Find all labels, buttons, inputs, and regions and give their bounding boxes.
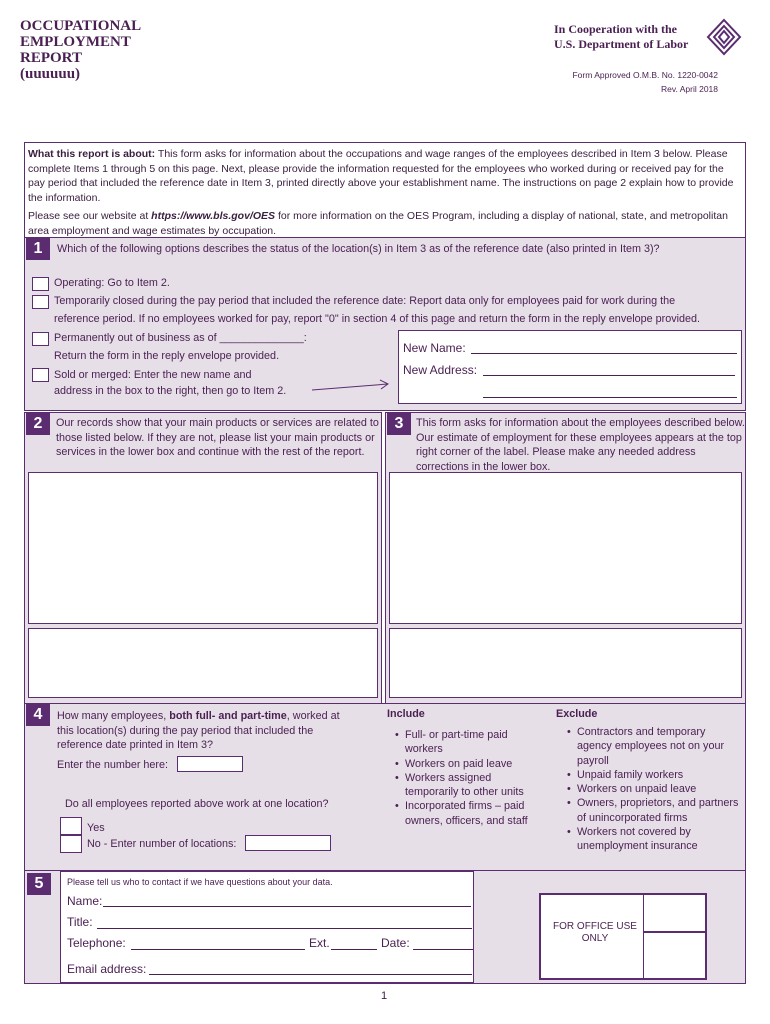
enter-number-label: Enter the number here: [57, 759, 169, 771]
page-number: 1 [381, 990, 388, 1002]
title-line-4: (uuuuuu) [20, 66, 81, 82]
office-use-label: FOR OFFICE USE ONLY [553, 921, 637, 944]
operating-label: Operating: Go to Item 2. [54, 277, 170, 289]
item-4-question-pre: How many employees, [57, 710, 170, 722]
contact-box [60, 871, 474, 983]
item-4-question-post: , worked at this location(s) during the pay period that included the reference date printed in Item 3? [57, 710, 340, 751]
new-name-label: New Name: [403, 341, 466, 355]
cooperation-note [554, 22, 688, 52]
title-line-3: REPORT [20, 50, 82, 66]
temporarily-closed-checkbox[interactable] [32, 295, 49, 309]
item-4-question [57, 709, 357, 753]
exclude-item: • Workers not covered by unemployment insurance [567, 825, 743, 854]
include-heading: Include [387, 708, 425, 720]
date-label: Date: [381, 936, 410, 950]
one-location-question: Do all employees reported above work at one location? [65, 798, 329, 810]
exclude-item: • Owners, proprietors, and partners of unincorporated firms [567, 796, 743, 825]
include-item: • Workers on paid leave [395, 757, 545, 771]
include-item: • Workers assigned temporarily to other units [395, 771, 545, 800]
return-form-label: Return the form in the reply envelope provided. [54, 350, 280, 362]
temporarily-closed-label-2: reference period. If no employees worked for pay, report "0" in section 4 of this page and return the form in the reply envelope provided. [54, 313, 701, 325]
out-of-business-label: Permanently out of business as of ______________: [54, 332, 307, 344]
new-name-address-box [398, 330, 742, 404]
sold-merged-label-2: address in the box to the right, then go to Item 2. [54, 385, 287, 397]
contact-title-field[interactable] [97, 928, 472, 929]
cooperation-line-2: U.S. Department of Labor [554, 37, 689, 51]
website-text-pre: Please see our website at [28, 210, 152, 222]
contact-prompt: Please tell us who to contact if we have questions about your data. [67, 877, 333, 887]
products-services-correction-box[interactable] [28, 628, 378, 698]
exclude-item: • Unpaid family workers [567, 768, 743, 782]
out-of-business-checkbox[interactable] [32, 332, 49, 346]
item-2-number: 2 [26, 413, 50, 435]
include-item: • Full- or part-time paid workers [395, 728, 545, 757]
new-address-label: New Address: [403, 363, 478, 377]
website-text-post: for more information on the OES Program, including a display of national, state, and metropolitan area employment and wage estimates by occupation. [28, 210, 728, 237]
arrow-right-icon [310, 378, 394, 394]
email-field[interactable] [149, 974, 472, 975]
yes-checkbox[interactable] [60, 817, 82, 835]
address-correction-box[interactable] [389, 628, 742, 698]
sold-merged-checkbox[interactable] [32, 368, 49, 382]
intro-box [24, 142, 746, 238]
item-1-question: Which of the following options describes the status of the location(s) in Item 3 as of the reference date (also printed in Item 3)? [57, 243, 660, 255]
intro-text: This form asks for information about the occupations and wage ranges of the employees described in Item 3 below. Please complete Items 1 through 5 on this page. Next, please provide the information requested for the employees who worked during or received pay for the pay period that included the reference date in Item 3, printed directly above your establishment name. The instructions on page 2 explain how to provide the information. [28, 148, 734, 204]
email-label: Email address: [67, 962, 147, 976]
exclude-item: • Workers on unpaid leave [567, 782, 743, 796]
exclude-heading: Exclude [556, 708, 598, 720]
telephone-field[interactable] [131, 949, 305, 950]
office-use-divider [643, 895, 644, 978]
omb-info [572, 68, 718, 96]
item-3-number: 3 [387, 413, 411, 435]
form-title [20, 18, 220, 82]
date-field[interactable] [413, 949, 473, 950]
intro-heading: What this report is about: [28, 148, 156, 160]
exclude-list [567, 725, 743, 854]
office-use-box [539, 893, 707, 980]
item-5-number: 5 [27, 873, 51, 895]
new-name-field[interactable] [471, 353, 737, 354]
new-address-field-1[interactable] [483, 375, 735, 376]
operating-checkbox[interactable] [32, 277, 49, 291]
exclude-item: • Contractors and temporary agency employees not on your payroll [567, 725, 743, 768]
item-2-text: Our records show that your main products or services are related to those listed below. If they are not, please list your main products or services in the lower box and continue with the rest of the report. [56, 417, 379, 458]
title-line-2: EMPLOYMENT [20, 34, 131, 50]
products-services-box [28, 472, 378, 624]
title-label: Title: [67, 915, 93, 929]
employee-count-input[interactable] [177, 756, 243, 772]
item-1-number: 1 [26, 238, 50, 260]
dol-logo-icon [706, 18, 742, 56]
title-line-1: OCCUPATIONAL [20, 18, 142, 34]
item-4-question-bold: both full- and part-time [169, 710, 287, 722]
yes-label: Yes [87, 822, 105, 834]
no-checkbox[interactable] [60, 835, 82, 853]
website-paragraph [28, 209, 742, 238]
intro-paragraph [28, 147, 742, 205]
name-label: Name: [67, 894, 103, 908]
no-label: No - Enter number of locations: [87, 838, 237, 850]
include-list [395, 728, 545, 828]
contact-name-field[interactable] [103, 906, 471, 907]
sold-merged-label: Sold or merged: Enter the new name and [54, 369, 252, 381]
telephone-label: Telephone: [67, 936, 126, 950]
include-item: • Incorporated firms – paid owners, officers, and staff [395, 799, 545, 828]
cooperation-line-1: In Cooperation with the [554, 22, 678, 36]
ext-field[interactable] [331, 949, 377, 950]
form-approved: Form Approved O.M.B. No. 1220-0042 [572, 70, 718, 80]
new-address-field-2[interactable] [483, 397, 737, 398]
temporarily-closed-label: Temporarily closed during the pay period that included the reference date: Report data only for employees paid for work during the [54, 295, 676, 307]
item-3-text: This form asks for information about the employees described below. Our estimate of employment for these employees appears at the top right corner of the label. Please make any needed address corrections in the lower box. [416, 417, 745, 473]
item-4-number: 4 [26, 704, 50, 726]
label-box [389, 472, 742, 624]
office-use-divider-h [643, 931, 705, 933]
website-link[interactable]: https://www.bls.gov/OES [151, 210, 276, 222]
number-of-locations-input[interactable] [245, 835, 331, 851]
revision-date: Rev. April 2018 [660, 84, 718, 94]
ext-label: Ext. [309, 936, 330, 950]
